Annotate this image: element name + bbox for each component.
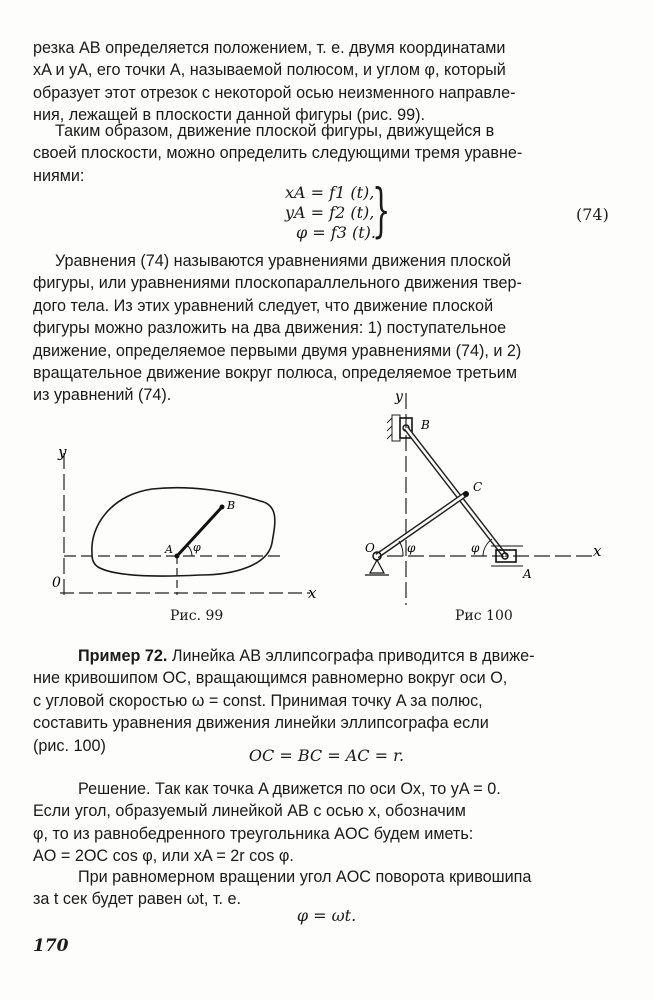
equation-number: (74) [576, 205, 609, 224]
origin-label: 0 [52, 575, 61, 591]
page-number: 170 [33, 936, 69, 956]
text-line: вращательное движение вокруг полюса, определяемое третьим [33, 364, 517, 383]
text-line: своей плоскости, можно определить следующими тремя уравне- [33, 144, 523, 163]
text-line [33, 645, 611, 667]
label-phi: φ [193, 541, 201, 554]
paragraph-3 [33, 250, 611, 407]
example-72 [33, 645, 611, 757]
angle-phi-arc [187, 545, 192, 556]
text-line: ниями: [33, 166, 85, 185]
solution [33, 778, 611, 868]
crank-OC-inner [377, 494, 466, 556]
point-B [220, 505, 225, 510]
plane-figure-outline [92, 488, 275, 576]
paragraph-4 [33, 866, 611, 911]
text-line: дого тела. Из этих уравнений следует, что движение плоской [33, 296, 494, 315]
guide-hatch [387, 418, 392, 423]
text-line: фигуры, или уравнениями плоскопараллельного движения твер- [33, 274, 522, 293]
text-line: ние кривошипом OC, вращающимся равномерно вокруг оси O, [33, 669, 508, 688]
text-line: с угловой скоростью ω = const. Принимая точку A за полюс, [33, 691, 483, 710]
text-line: Решение. Так как точка A движется по оси Ox, то yA = 0. [78, 780, 501, 798]
text-line: φ, то из равнобедренного треугольника AOC будем иметь: [33, 824, 474, 843]
text-line: Если угол, образуемый линейкой AB с осью x, обозначим [33, 802, 466, 821]
final-formula: φ = ωt. [296, 906, 357, 925]
equation-phi: φ = f3 (t). [296, 223, 376, 242]
figure-100-caption: Рис 100 [455, 608, 513, 624]
right-brace: } [372, 176, 391, 244]
text-line: (рис. 100) [33, 736, 106, 755]
equation-yA: yA = f2 (t), [285, 203, 375, 222]
example-formula: OC = BC = AC = r. [248, 746, 405, 765]
label-phi-A: φ [471, 541, 480, 555]
text-line: xA и yA, его точки A, называемой полюсом, и углом φ, который [33, 61, 506, 80]
figure-100 [365, 385, 620, 610]
label-A: A [523, 567, 532, 581]
text-line: При равномерном вращении угол AOC поворота кривошипа [78, 868, 532, 886]
support-O [370, 560, 384, 573]
text-line: Таким образом, движение плоской фигуры, движущейся в [55, 122, 495, 140]
ruler-AB-inner [406, 428, 505, 556]
text-line: движение, определяемое первыми двумя уравнениями (74), и 2) [33, 341, 522, 360]
figure-99-caption: Рис. 99 [170, 608, 224, 624]
example-line: Линейка AB эллипсографа приводится в движе- [171, 647, 535, 665]
text-line: AO = 2OC cos φ, или xA = 2r cos φ. [33, 847, 294, 866]
text-line: фигуры можно разложить на два движения: 1) поступательное [33, 319, 507, 338]
text-line: составить уравнения движения линейки эллипсографа если [33, 714, 489, 733]
text-line: Уравнения (74) называются уравнениями движения плоской [55, 252, 512, 270]
y-axis-label: y [395, 389, 403, 405]
figure-99 [40, 445, 330, 605]
paragraph-2 [33, 120, 611, 187]
text-line: образует этот отрезок с некоторой осью неизменного направле- [33, 83, 516, 102]
paragraph-1 [33, 37, 611, 127]
label-B: B [421, 418, 430, 432]
example-heading: Пример 72. [78, 647, 168, 665]
x-axis-label: x [308, 584, 317, 602]
label-C: C [473, 480, 483, 494]
label-A: A [165, 543, 173, 556]
point-A [175, 554, 180, 559]
text-line: за t сек будет равен ωt, т. е. [33, 890, 241, 909]
guide-hatch [387, 434, 392, 439]
text-line: ния, лежащей в плоскости данной фигуры (рис. 99). [33, 106, 426, 125]
text-line: резка AB определяется положением, т. е. двумя координатами [33, 39, 506, 57]
text-line: из уравнений (74). [33, 386, 172, 405]
hinge-C [463, 491, 469, 497]
y-axis-label: y [58, 445, 67, 461]
equation-xA: xA = f1 (t), [285, 183, 375, 202]
label-B: B [227, 499, 236, 512]
guide-hatch [387, 426, 392, 431]
label-O: O [365, 541, 375, 555]
x-axis-label: x [593, 542, 602, 560]
label-phi-O: φ [407, 541, 416, 555]
slider-B-guide [392, 415, 400, 441]
